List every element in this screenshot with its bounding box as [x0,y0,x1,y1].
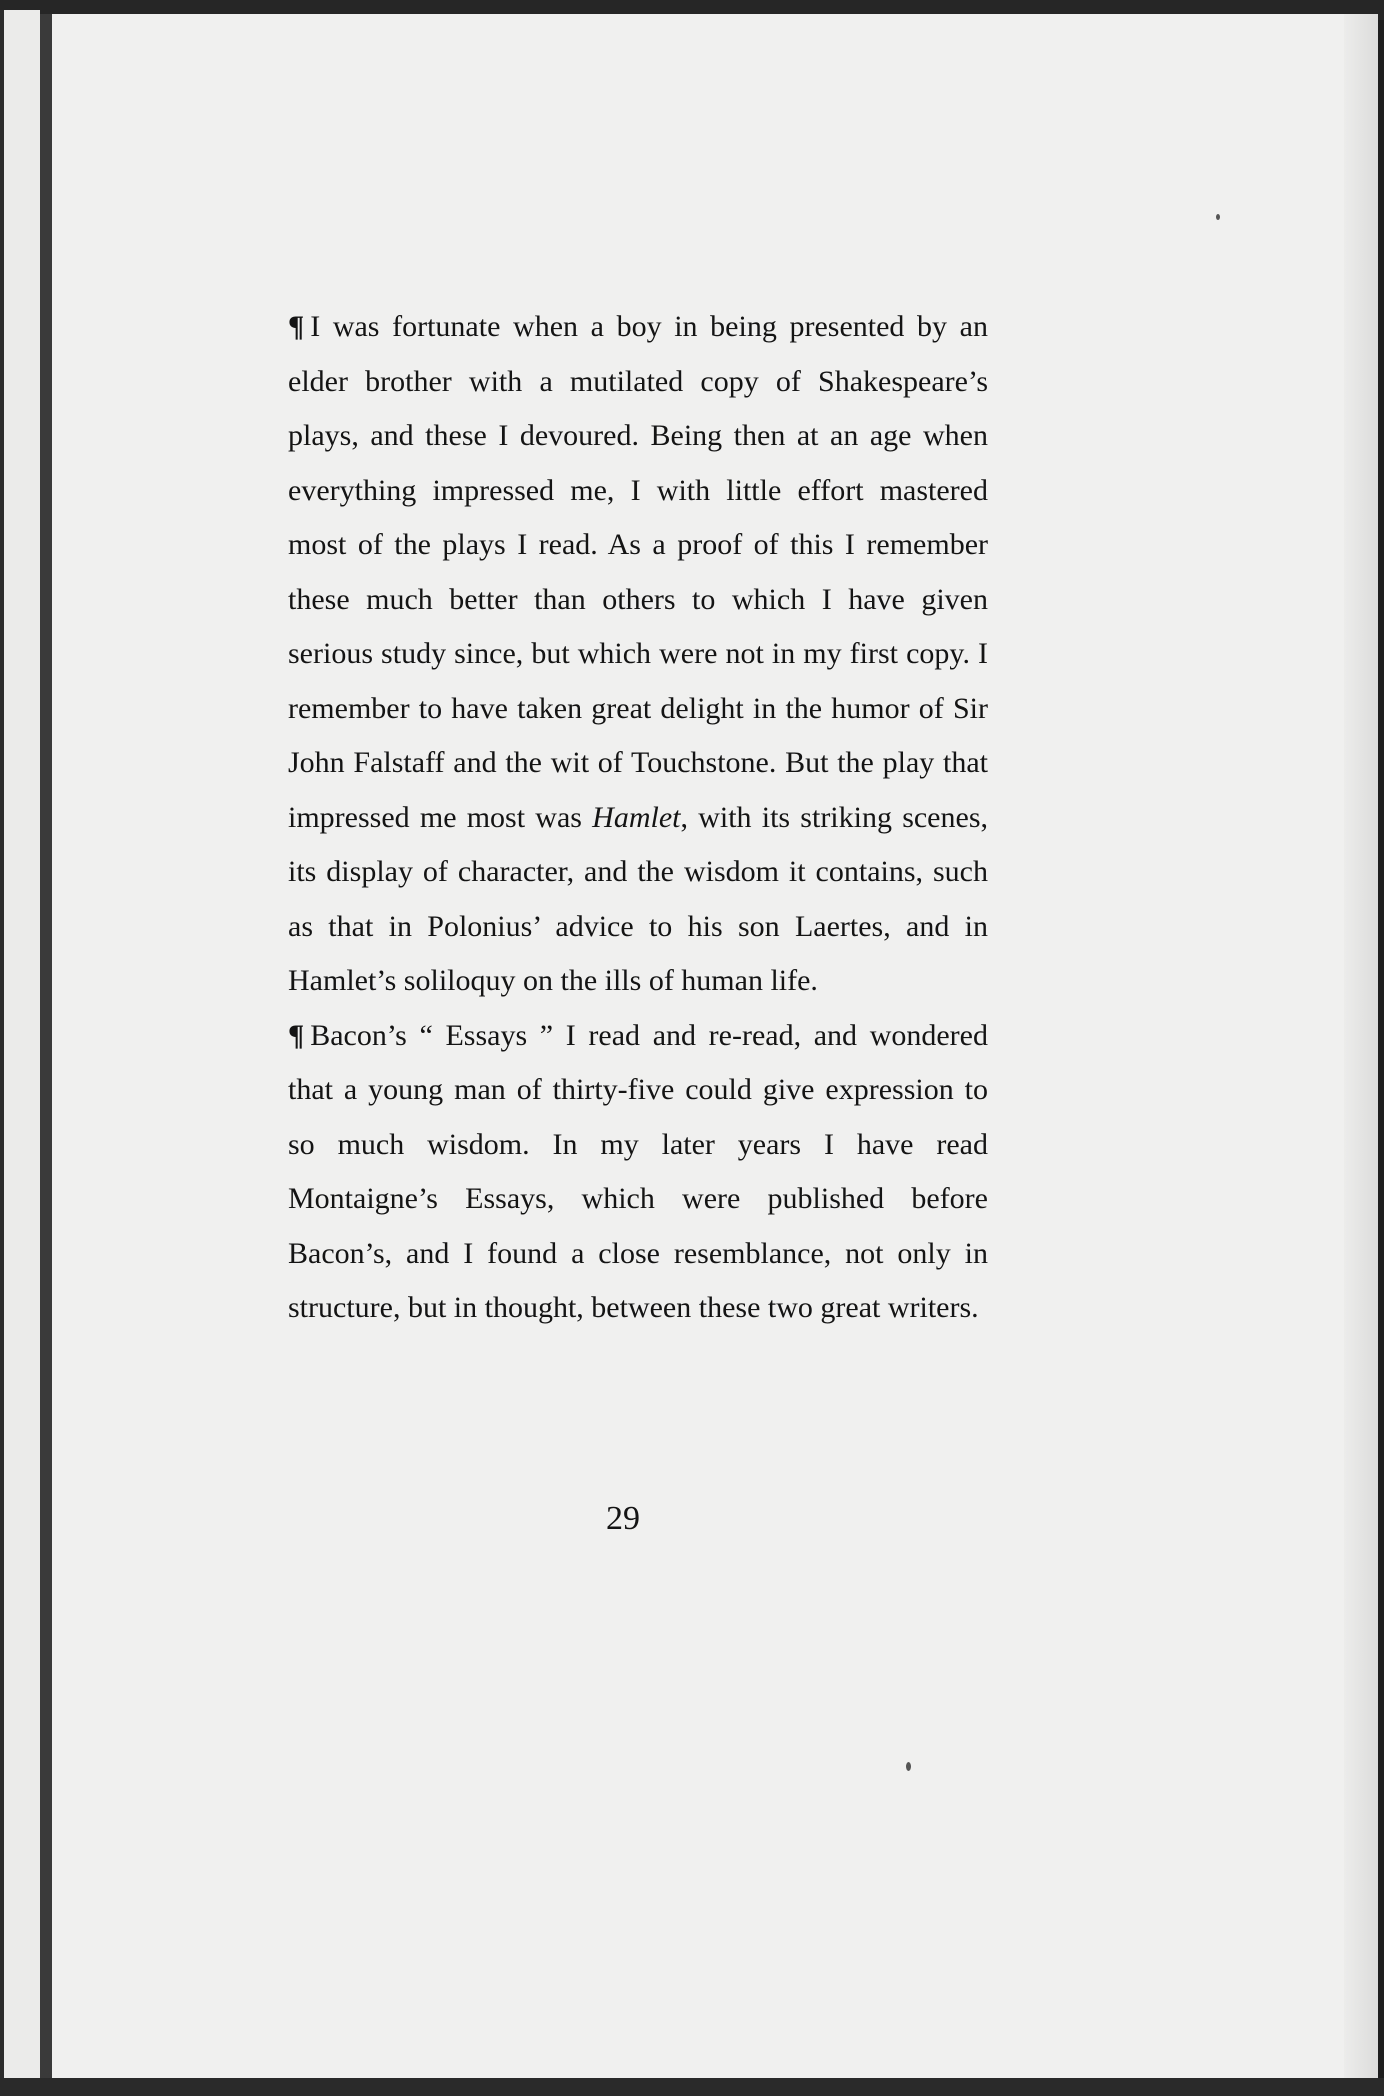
italic-title: Hamlet [592,800,681,834]
facing-page-strip [0,10,40,2080]
bottom-shadow-edge [0,2078,1384,2096]
paragraph-bacon [288,1009,988,1336]
paragraph-text: I was fortunate when a boy in being presented by an elder brother with a mutilated copy of Shakespeare’s plays, and these I devoured. Being then at an age when everything impressed me, I with little effort mastered most of the plays I read. As a proof of this I remember these much better than others to which I have given serious study since, but which were not in my first copy. I remember to have taken great delight in the humor of Sir John Falstaff and the wit of Touchstone. But the play that impressed me most was [288,310,988,834]
dust-speck [1216,214,1220,220]
paragraph-text-continued: , with its striking scenes, its display of character, and the wisdom it contains, such as that in Polonius’ advice to his son Laertes, and in Hamlet’s soliloquy on the ills of human life. [288,800,988,997]
pilcrow-icon: ¶ [288,310,305,343]
page-number: 29 [606,1500,640,1537]
body-text [288,300,988,1336]
paragraph-text: Bacon’s “ Essays ” I read and re-read, and wondered that a young man of thirty-five could give expression to so much wisdom. In my later years I have read Montaigne’s Essays, which were published before Bacon’s, and I found a close resemblance, not only in structure, but in thought, between these two great writers. [288,1018,988,1324]
page-edge-shade [1344,14,1378,2078]
paragraph-shakespeare [288,300,988,1009]
dust-speck [906,1762,911,1771]
pilcrow-icon: ¶ [288,1018,305,1052]
binding-line [0,10,4,2080]
